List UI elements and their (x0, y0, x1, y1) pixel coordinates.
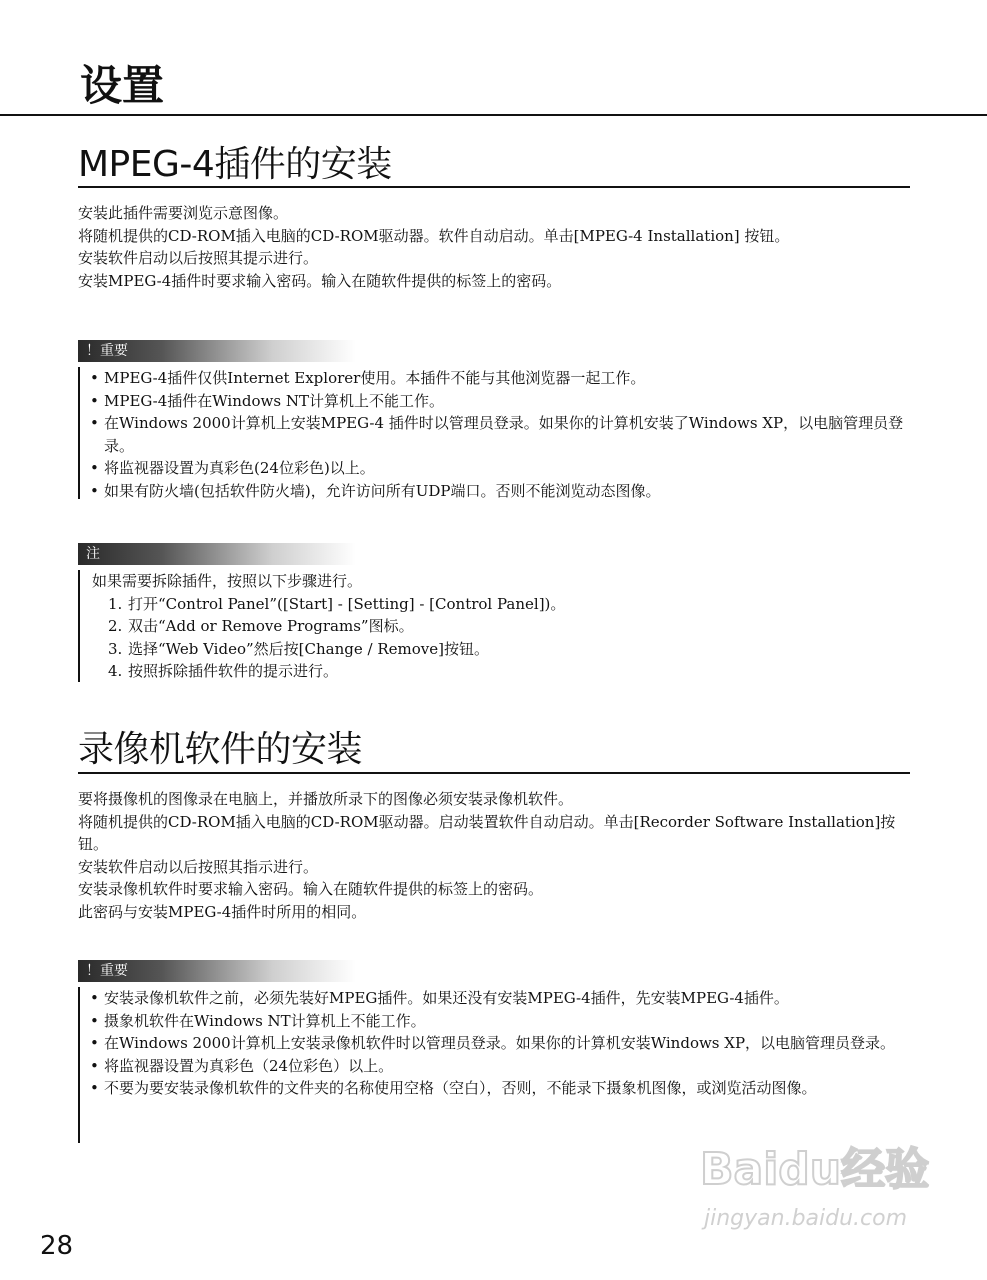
paragraph: 此密码与安装MPEG-4插件时所用的相同。 (78, 902, 367, 921)
list-item: • 安装录像机软件之前，必须先装好MPEG插件。如果还没有安装MPEG-4插件，先安装MPEG-4插件。 (90, 987, 913, 1010)
step-number: 1. (108, 594, 123, 613)
paragraph: 将随机提供的CD-ROM插入电脑的CD-ROM驱动器。软件自动启动。单击[MPEG-4 Installation] 按钮。 (78, 226, 790, 245)
step-number: 4. (108, 662, 123, 680)
list-item: • 将监视器设置为真彩色（24位彩色）以上。 (90, 1055, 913, 1078)
step-number: 2. (108, 617, 123, 635)
paragraph: 安装软件启动以后按照其指示进行。 (78, 857, 319, 876)
recorder-section-rule (78, 772, 910, 774)
recorder-section-heading: 录像机软件的安装 (78, 729, 363, 770)
list-item: • MPEG-4插件在Windows NT计算机上不能工作。 (90, 390, 913, 413)
recorder-important-label: ！重要 (78, 960, 356, 982)
list-item: • 在Windows 2000计算机上安装录像机软件时以管理员登录。如果你的计算机安装Windows XP，以电脑管理员登录。 (90, 1032, 913, 1055)
list-item: • 如果有防火墙(包括软件防火墙)，允许访问所有UDP端口。否则不能浏览动态图像。 (90, 480, 913, 503)
recorder-intro (78, 788, 908, 923)
step-number: 3. (108, 639, 123, 658)
mpeg-section-rule (78, 186, 910, 188)
step-text: 选择“Web Video”然后按[Change / Remove]按钮。 (128, 639, 489, 658)
list-item: • 摄象机软件在Windows NT计算机上不能工作。 (90, 1010, 913, 1033)
step-text: 按照拆除插件软件的提示进行。 (128, 662, 339, 680)
step-item (108, 593, 913, 616)
list-item: • 在Windows 2000计算机上安装MPEG-4 插件时以管理员登录。如果你的计算机安装了Windows XP，以电脑管理员登录。 (90, 412, 913, 457)
page-number: 28 (40, 1231, 74, 1261)
mpeg-important-label: ！重要 (78, 340, 356, 362)
list-item: • 不要为要安装录像机软件的文件夹的名称使用空格（空白），否则，不能录下摄象机图像，或浏览活动图像。 (90, 1077, 913, 1100)
list-item: • 将监视器设置为真彩色(24位彩色)以上。 (90, 457, 913, 480)
mpeg-section-heading: MPEG-4插件的安装 (78, 144, 392, 185)
step-item (108, 638, 913, 661)
paragraph: 安装软件启动以后按照其提示进行。 (78, 249, 319, 267)
watermark-logo: Baidu经验 (700, 1144, 930, 1195)
step-text: 打开“Control Panel”([Start] - [Setting] - [Control Panel])。 (128, 594, 566, 613)
title-rule (0, 114, 987, 116)
mpeg-important-box (78, 367, 913, 499)
baidu-watermark (700, 1140, 940, 1240)
paragraph: 要将摄像机的图像录在电脑上，并播放所录下的图像必须安装录像机软件。 (78, 790, 574, 808)
paragraph: 安装此插件需要浏览示意图像。 (78, 204, 289, 222)
mpeg-note-box (78, 570, 913, 682)
note-intro: 如果需要拆除插件，按照以下步骤进行。 (92, 572, 363, 590)
paragraph: 安装录像机软件时要求输入密码。输入在随软件提供的标签上的密码。 (78, 880, 544, 898)
paragraph: 将随机提供的CD-ROM插入电脑的CD-ROM驱动器。启动装置软件自动启动。单击[Recorder Software Installation]按钮。 (78, 812, 896, 853)
paragraph: 安装MPEG-4插件时要求输入密码。输入在随软件提供的标签上的密码。 (78, 271, 562, 290)
page-title: 设置 (80, 61, 165, 110)
recorder-important-box (78, 987, 913, 1143)
step-text: 双击“Add or Remove Programs”图标。 (128, 617, 414, 635)
list-item: • MPEG-4插件仅供Internet Explorer使用。本插件不能与其他浏览器一起工作。 (90, 367, 913, 390)
mpeg-note-label: 注 (78, 543, 356, 565)
uninstall-steps (90, 593, 913, 683)
watermark-url: jingyan.baidu.com (704, 1206, 908, 1231)
step-item (108, 660, 913, 683)
mpeg-intro (78, 202, 908, 292)
step-item (108, 615, 913, 638)
